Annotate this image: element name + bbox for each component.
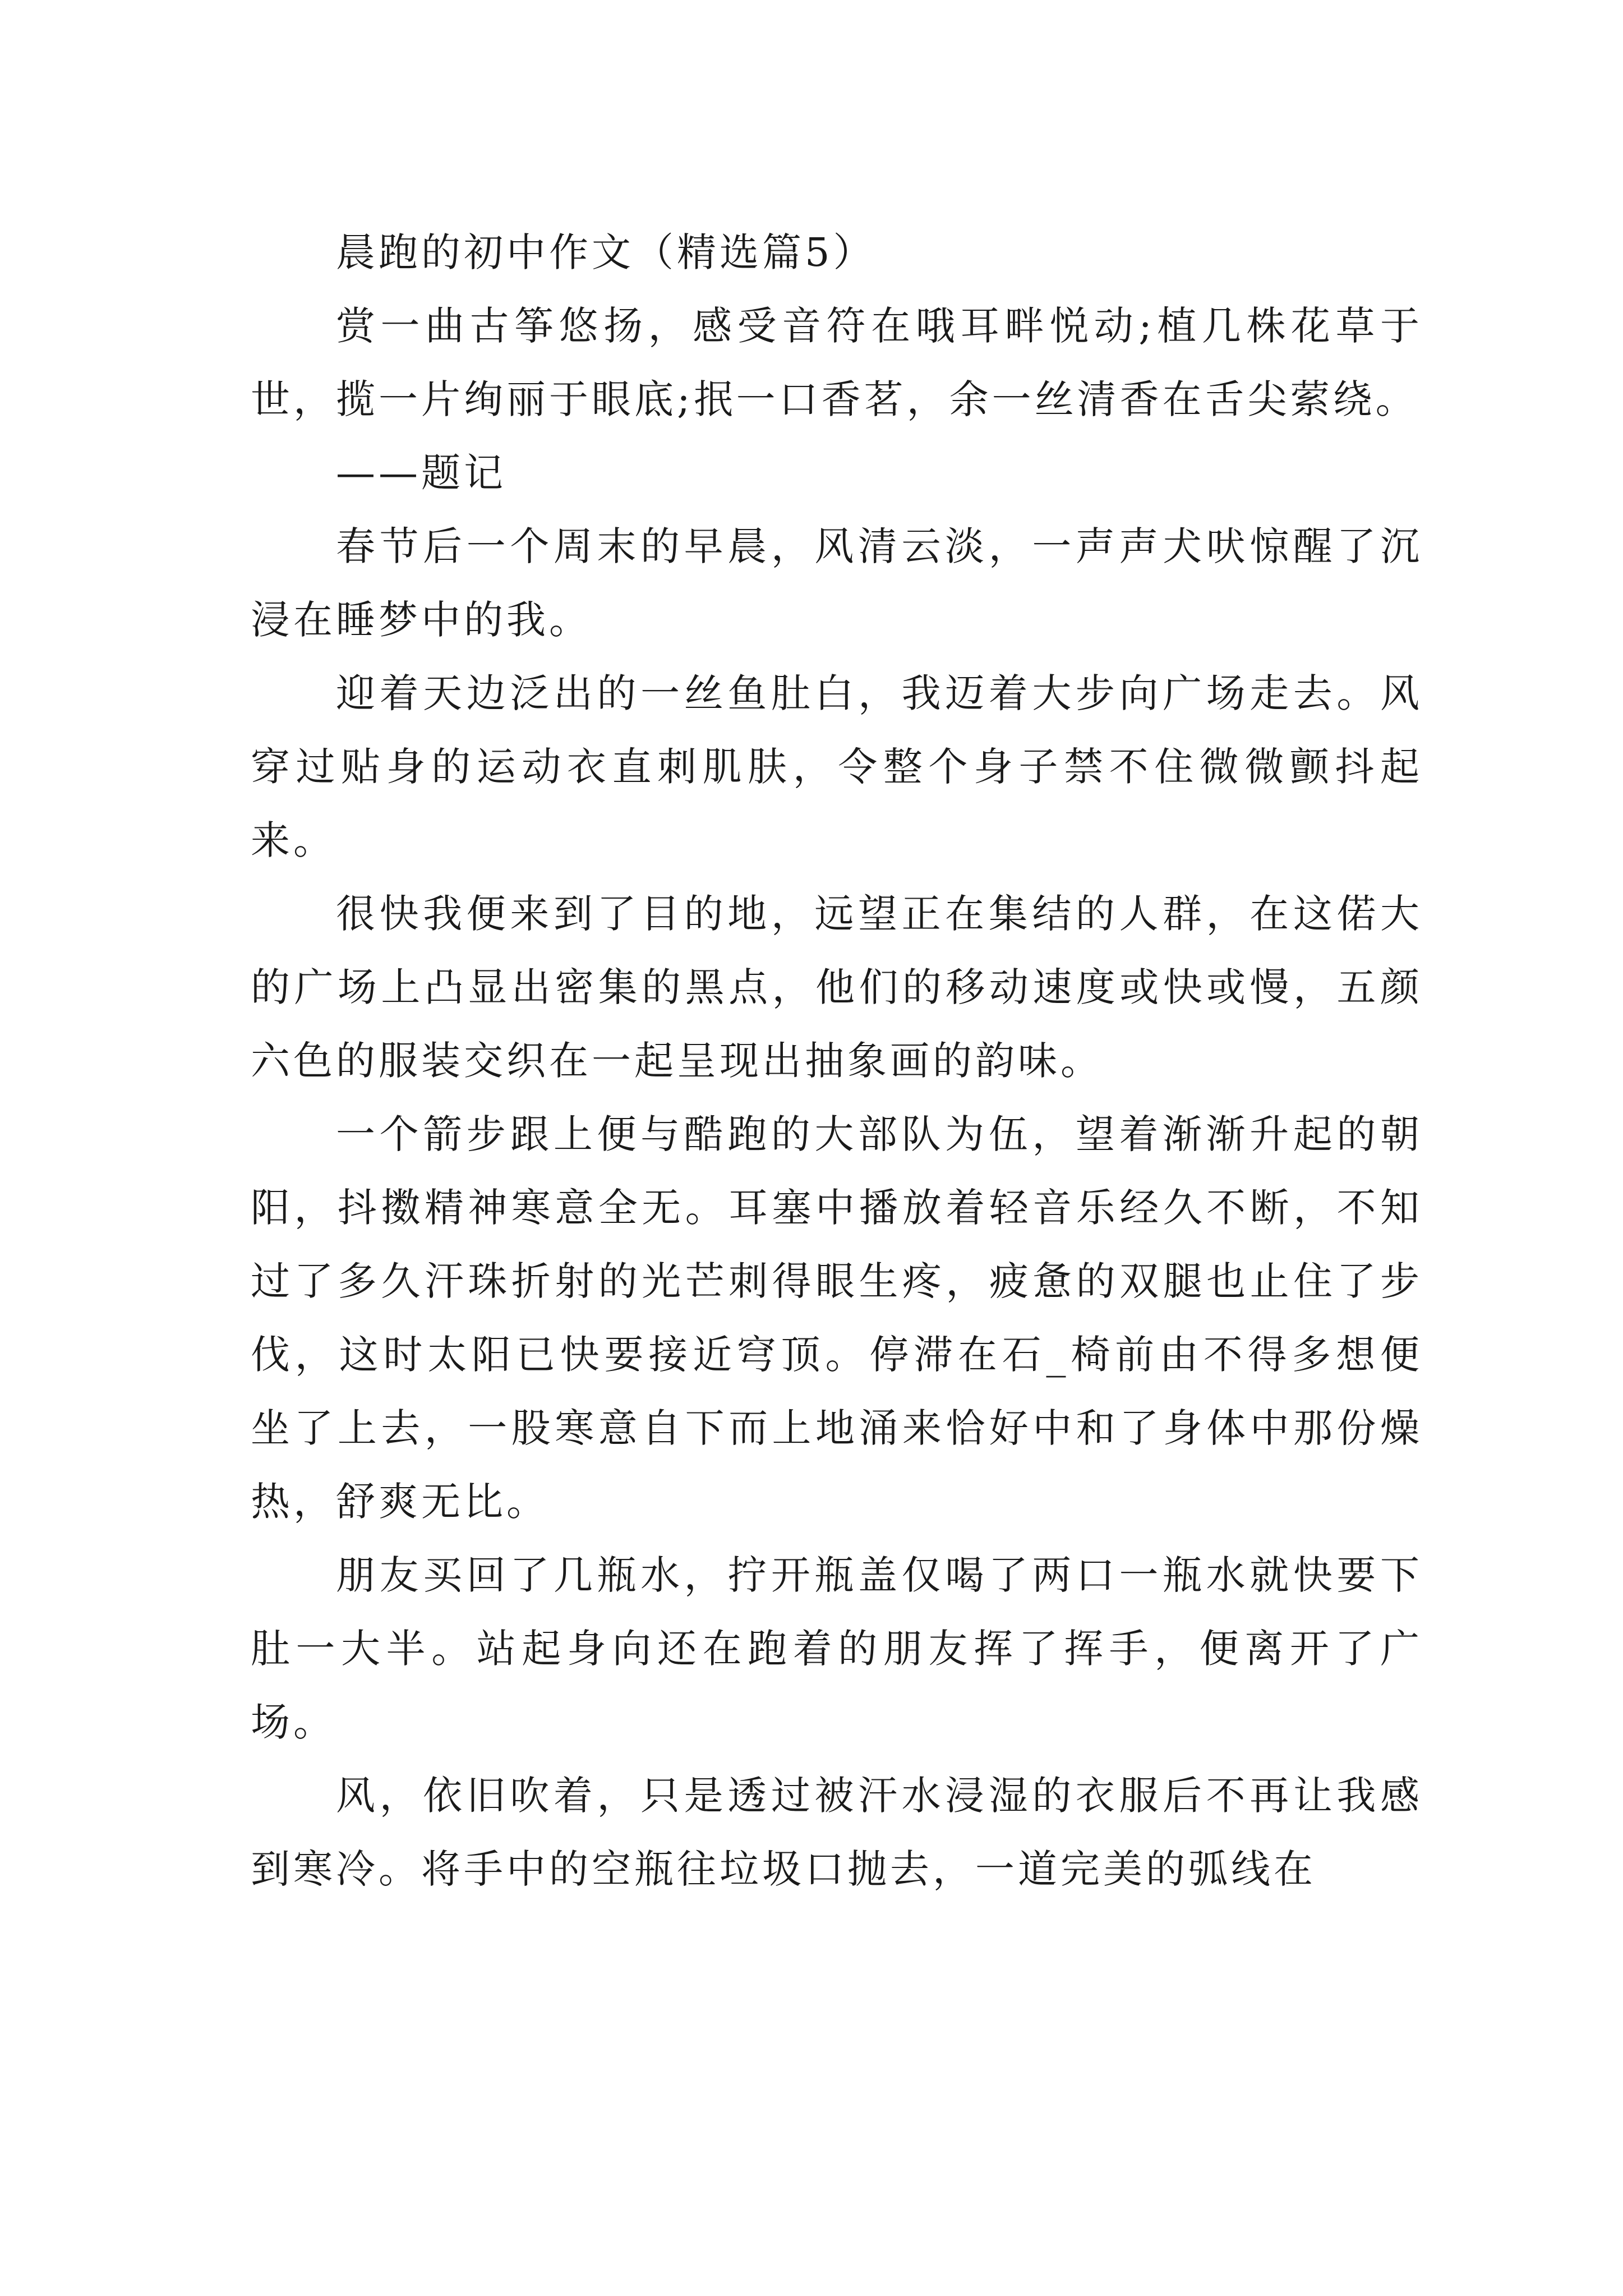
- paragraph-5: 很快我便来到了目的地，远望正在集结的人群，在这偌大的广场上凸显出密集的黑点，他们的移动速度或快或慢，五颜六色的服装交织在一起呈现出抽象画的韵味。: [251, 891, 1423, 1084]
- paragraph-6: 一个箭步跟上便与酷跑的大部队为伍，望着渐渐升起的朝阳，抖擞精神寒意全无。耳塞中播放着轻音乐经久不断，不知过了多久汗珠折射的光芒刺得眼生疼，疲惫的双腿也止住了步伐，这时太阳已快要接近穹顶。停滞在石_椅前由不得多想便坐了上去，一股寒意自下而上地涌来恰好中和了身体中那份燥热，舒爽无比。: [251, 1111, 1423, 1525]
- paragraph-4: 迎着天边泛出的一丝鱼肚白，我迈着大步向广场走去。风穿过贴身的运动衣直刺肌肤，令整个身子禁不住微微颤抖起来。: [251, 670, 1423, 863]
- document-body: [251, 216, 1423, 1906]
- paragraph-7: 朋友买回了几瓶水，拧开瓶盖仅喝了两口一瓶水就快要下肚一大半。站起身向还在跑着的朋友挥了挥手，便离开了广场。: [251, 1552, 1423, 1745]
- paragraph-1: 赏一曲古筝悠扬，感受音符在哦耳畔悦动;植几株花草于世，揽一片绚丽于眼底;抿一口香茗，余一丝清香在舌尖萦绕。: [251, 303, 1423, 422]
- document-title: 晨跑的初中作文（精选篇5）: [336, 229, 876, 275]
- paragraph-3: 春节后一个周末的早晨，风清云淡，一声声犬吠惊醒了沉浸在睡梦中的我。: [251, 523, 1423, 643]
- paragraph-8: 风，依旧吹着，只是透过被汗水浸湿的衣服后不再让我感到寒冷。将手中的空瓶往垃圾口抛去，一道完美的弧线在: [251, 1773, 1423, 1892]
- paragraph-2-epigraph-attribution: ——题记: [336, 450, 506, 496]
